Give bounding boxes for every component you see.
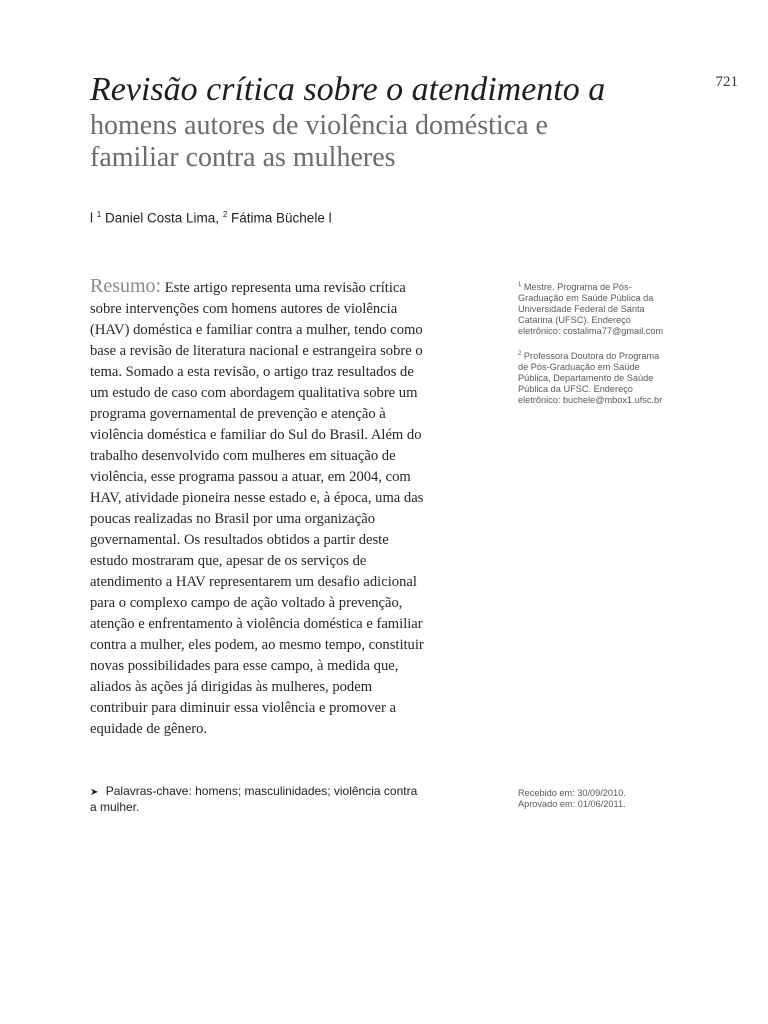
title-line-2: homens autores de violência doméstica e	[90, 110, 548, 141]
title-line-3: familiar contra as mulheres	[90, 142, 396, 173]
author-1-affiliation-mark: 1	[96, 210, 102, 219]
footnote-1	[518, 280, 668, 337]
footnote-2-text: Professora Doutora do Programa de Pós-Graduação em Saúde Pública, Departamento de Saúde Pública da UFSC. Endereço eletrônico: buchele@mbox1.ufsc.br	[518, 351, 663, 406]
footnote-1-mark: 1	[518, 282, 522, 288]
received-date: Recebido em: 30/09/2010.	[518, 788, 626, 798]
title-line-1: Revisão crítica sobre o atendimento a	[90, 71, 606, 108]
page-number: 721	[715, 74, 738, 90]
submission-dates	[518, 788, 668, 810]
footnote-2-mark: 2	[518, 351, 522, 358]
abstract-text: Este artigo representa uma revisão crítica sobre intervenções com homens autores de violência (HAV) doméstica e familiar contra a mulher, tendo como base a revisão de literatura nacional e estrangeira sobre o tema. Somado a esta revisão, o artigo traz resultados de um estudo de caso com abordagem qualitativa sobre um programa governamental de prevenção e atenção à violência doméstica e familiar do Sul do Brasil. Além do trabalho desenvolvido com mulheres em situação de violência, esse programa passou a atuar, em 2004, com HAV, atividade pioneira nesse estado e, à época, uma das poucas realizadas no Brasil por uma organização governamental. Os resultados obtidos a partir deste estudo mostraram que, apesar de os serviços de atendimento a HAV representarem um desafio adicional para o complexo campo de ação voltado à prevenção, atenção e enfrentamento à violência doméstica e familiar contra a mulher, eles podem, ao mesmo tempo, constituir novas possibilidades para esse campo, à medida que, aliados às ações já dirigidas às mulheres, podem contribuir para diminuir essa violência e promover a equidade de gênero.	[90, 280, 424, 737]
author-separator-right: l	[328, 210, 332, 226]
footnote-1-text: Mestre. Programa de Pós-Graduação em Saúde Pública da Universidade Federal de Santa Catarina (UFSC). Endereço eletrônico: costalima77@gmail.com	[518, 282, 664, 337]
author-1-name: Daniel Costa Lima,	[104, 210, 220, 226]
arrow-right-icon: ➤	[90, 787, 99, 798]
abstract-label: Resumo:	[90, 275, 162, 297]
article-title	[90, 70, 650, 174]
keywords-text: homens; masculinidades; violência contra a mulher.	[90, 784, 418, 814]
author-2-name: Fátima Büchele	[231, 210, 325, 226]
author-list	[90, 210, 332, 226]
abstract	[90, 276, 430, 740]
footnote-2	[518, 349, 668, 406]
keywords-label: Palavras-chave:	[105, 784, 192, 798]
approved-date: Aprovado em: 01/06/2011.	[518, 799, 626, 809]
author-separator-left: l	[90, 210, 93, 226]
affiliation-footnotes	[518, 280, 668, 418]
keywords	[90, 784, 420, 814]
author-2-affiliation-mark: 2	[222, 210, 228, 219]
